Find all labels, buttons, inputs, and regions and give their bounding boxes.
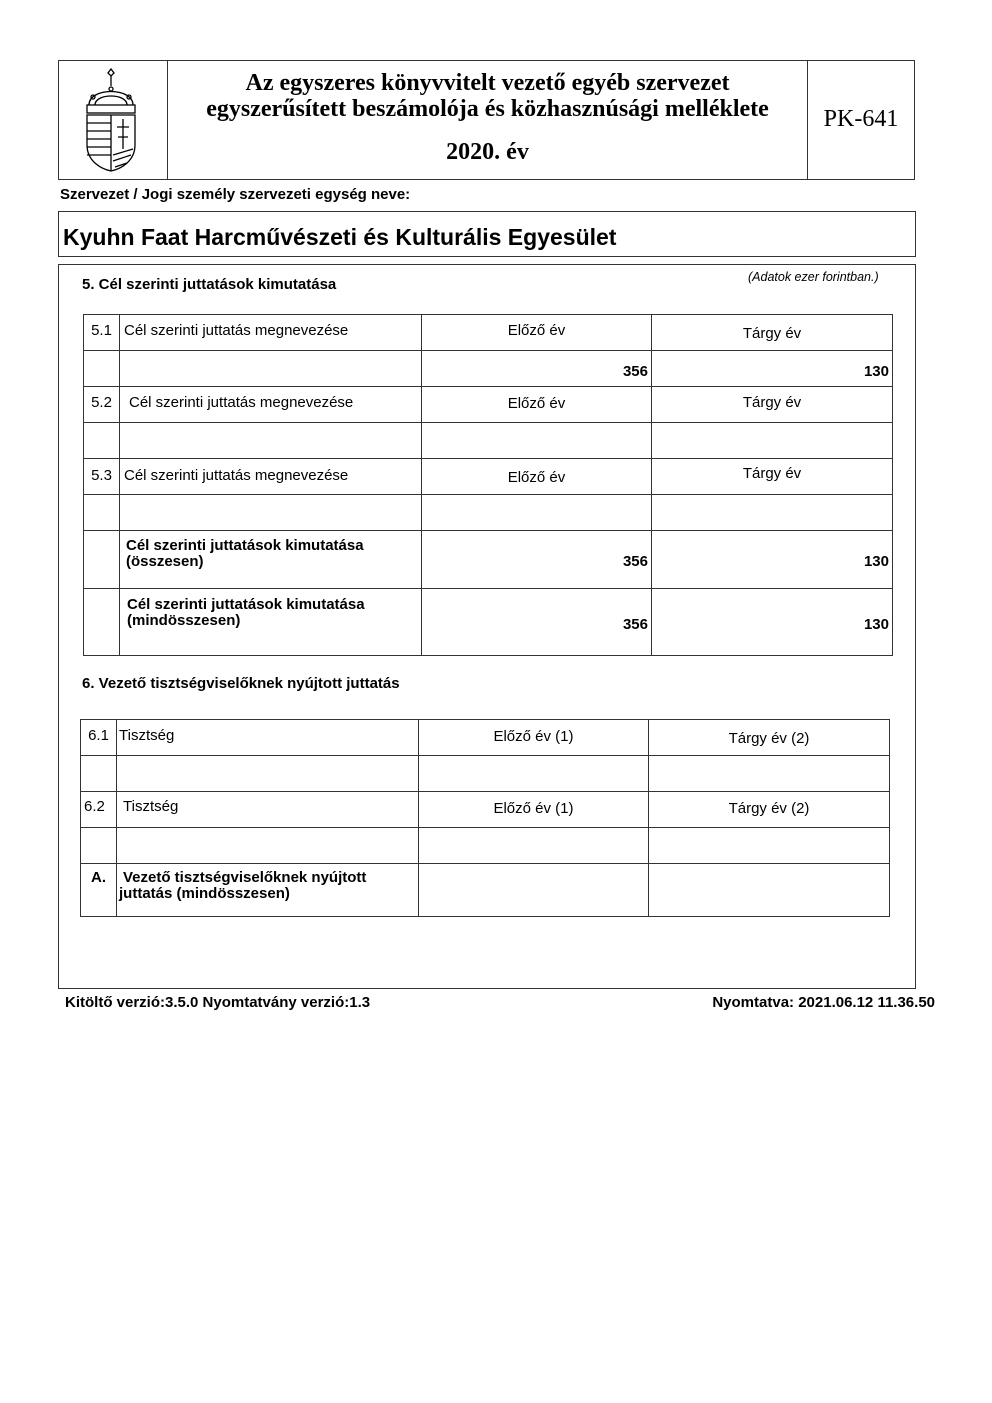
table-row (84, 315, 893, 351)
row-code: 5.2 (84, 387, 120, 423)
grand-total-prev-year-value: 356 (422, 589, 652, 656)
total-label-line-1: Cél szerinti juttatások kimutatása (126, 537, 364, 554)
units-note: (Adatok ezer forintban.) (748, 270, 879, 284)
prev-year-header: Előző év (422, 315, 652, 351)
row-label: Tisztség (117, 720, 419, 756)
table-row (84, 351, 893, 387)
empty-cell (84, 531, 120, 589)
total-label (120, 531, 422, 589)
section-5-title: 5. Cél szerinti juttatások kimutatása (82, 276, 337, 293)
organization-name-field (58, 211, 916, 257)
total-label (117, 864, 419, 917)
total-code: A. (81, 864, 117, 917)
table-row (81, 720, 890, 756)
logo-cell (59, 61, 168, 179)
empty-cell (81, 828, 117, 864)
form-code-cell (808, 61, 914, 179)
current-year-header: Tárgy év (2) (649, 720, 890, 756)
current-year-value[interactable]: 130 (652, 351, 893, 387)
empty-cell (84, 351, 120, 387)
total-prev-year-value (419, 864, 649, 917)
table-row (81, 828, 890, 864)
total-label-line-2: (összesen) (126, 553, 204, 570)
row-code: 5.1 (84, 315, 120, 351)
empty-cell (84, 423, 120, 459)
grand-total-label-line-2: (mindösszesen) (127, 612, 241, 629)
row-label: Cél szerinti juttatás megnevezése (120, 387, 422, 423)
row-label: Tisztség (117, 792, 419, 828)
title-line-1: Az egyszeres könyvvitelt vezető egyéb szervezet (245, 70, 730, 96)
empty-cell (84, 495, 120, 531)
prev-year-value[interactable] (419, 756, 649, 792)
total-label-line-1: Vezető tisztségviselőknek nyújtott (123, 869, 367, 886)
section-6-table (80, 719, 890, 917)
form-header (58, 60, 915, 180)
row-code: 6.1 (81, 720, 117, 756)
title-line-2: egyszerűsített beszámolója és közhasznúsági melléklete (206, 96, 769, 122)
row-label: Cél szerinti juttatás megnevezése (120, 315, 422, 351)
total-row (81, 864, 890, 917)
prev-year-header: Előző év (1) (419, 792, 649, 828)
total-label-line-2: juttatás (mindösszesen) (119, 885, 290, 902)
version-info: Kitöltő verzió:3.5.0 Nyomtatvány verzió:1.3 (65, 994, 371, 1011)
row-code: 6.2 (81, 792, 117, 828)
form-year: 2020. év (446, 139, 529, 165)
print-timestamp: Nyomtatva: 2021.06.12 11.36.50 (712, 994, 935, 1011)
benefit-name-value[interactable] (120, 423, 422, 459)
table-row (84, 387, 893, 423)
prev-year-header: Előző év (1) (419, 720, 649, 756)
prev-year-header: Előző év (422, 459, 652, 495)
empty-cell (81, 756, 117, 792)
current-year-value[interactable] (652, 423, 893, 459)
current-year-header: Tárgy év (652, 315, 893, 351)
total-row (84, 531, 893, 589)
table-row (84, 459, 893, 495)
table-row (81, 792, 890, 828)
current-year-header: Tárgy év (652, 387, 893, 423)
prev-year-value[interactable] (422, 495, 652, 531)
table-row (81, 756, 890, 792)
organization-name: Kyuhn Faat Harcművészeti és Kulturális Egyesület (63, 224, 617, 250)
current-year-value[interactable] (649, 828, 890, 864)
grand-total-current-year-value: 130 (652, 589, 893, 656)
row-code: 5.3 (84, 459, 120, 495)
current-year-header: Tárgy év (2) (649, 792, 890, 828)
table-row (84, 423, 893, 459)
row-label: Cél szerinti juttatás megnevezése (120, 459, 422, 495)
position-value[interactable] (117, 756, 419, 792)
empty-cell (84, 589, 120, 656)
position-value[interactable] (117, 828, 419, 864)
prev-year-value[interactable] (422, 423, 652, 459)
organization-label: Szervezet / Jogi személy szervezeti egység neve: (60, 186, 411, 203)
prev-year-value[interactable] (419, 828, 649, 864)
section-5-table (83, 314, 893, 656)
grand-total-row (84, 589, 893, 656)
prev-year-header: Előző év (422, 387, 652, 423)
form-title (168, 61, 808, 179)
grand-total-label (120, 589, 422, 656)
current-year-value[interactable] (652, 495, 893, 531)
prev-year-value[interactable]: 356 (422, 351, 652, 387)
current-year-header: Tárgy év (652, 459, 893, 495)
benefit-name-value[interactable] (120, 351, 422, 387)
total-prev-year-value: 356 (422, 531, 652, 589)
current-year-value[interactable] (649, 756, 890, 792)
section-6-title: 6. Vezető tisztségviselőknek nyújtott juttatás (82, 675, 400, 692)
total-current-year-value (649, 864, 890, 917)
hungarian-coat-of-arms-icon (81, 65, 141, 173)
form-code: PK-641 (823, 106, 899, 132)
grand-total-label-line-1: Cél szerinti juttatások kimutatása (127, 596, 365, 613)
benefit-name-value[interactable] (120, 495, 422, 531)
total-current-year-value: 130 (652, 531, 893, 589)
table-row (84, 495, 893, 531)
